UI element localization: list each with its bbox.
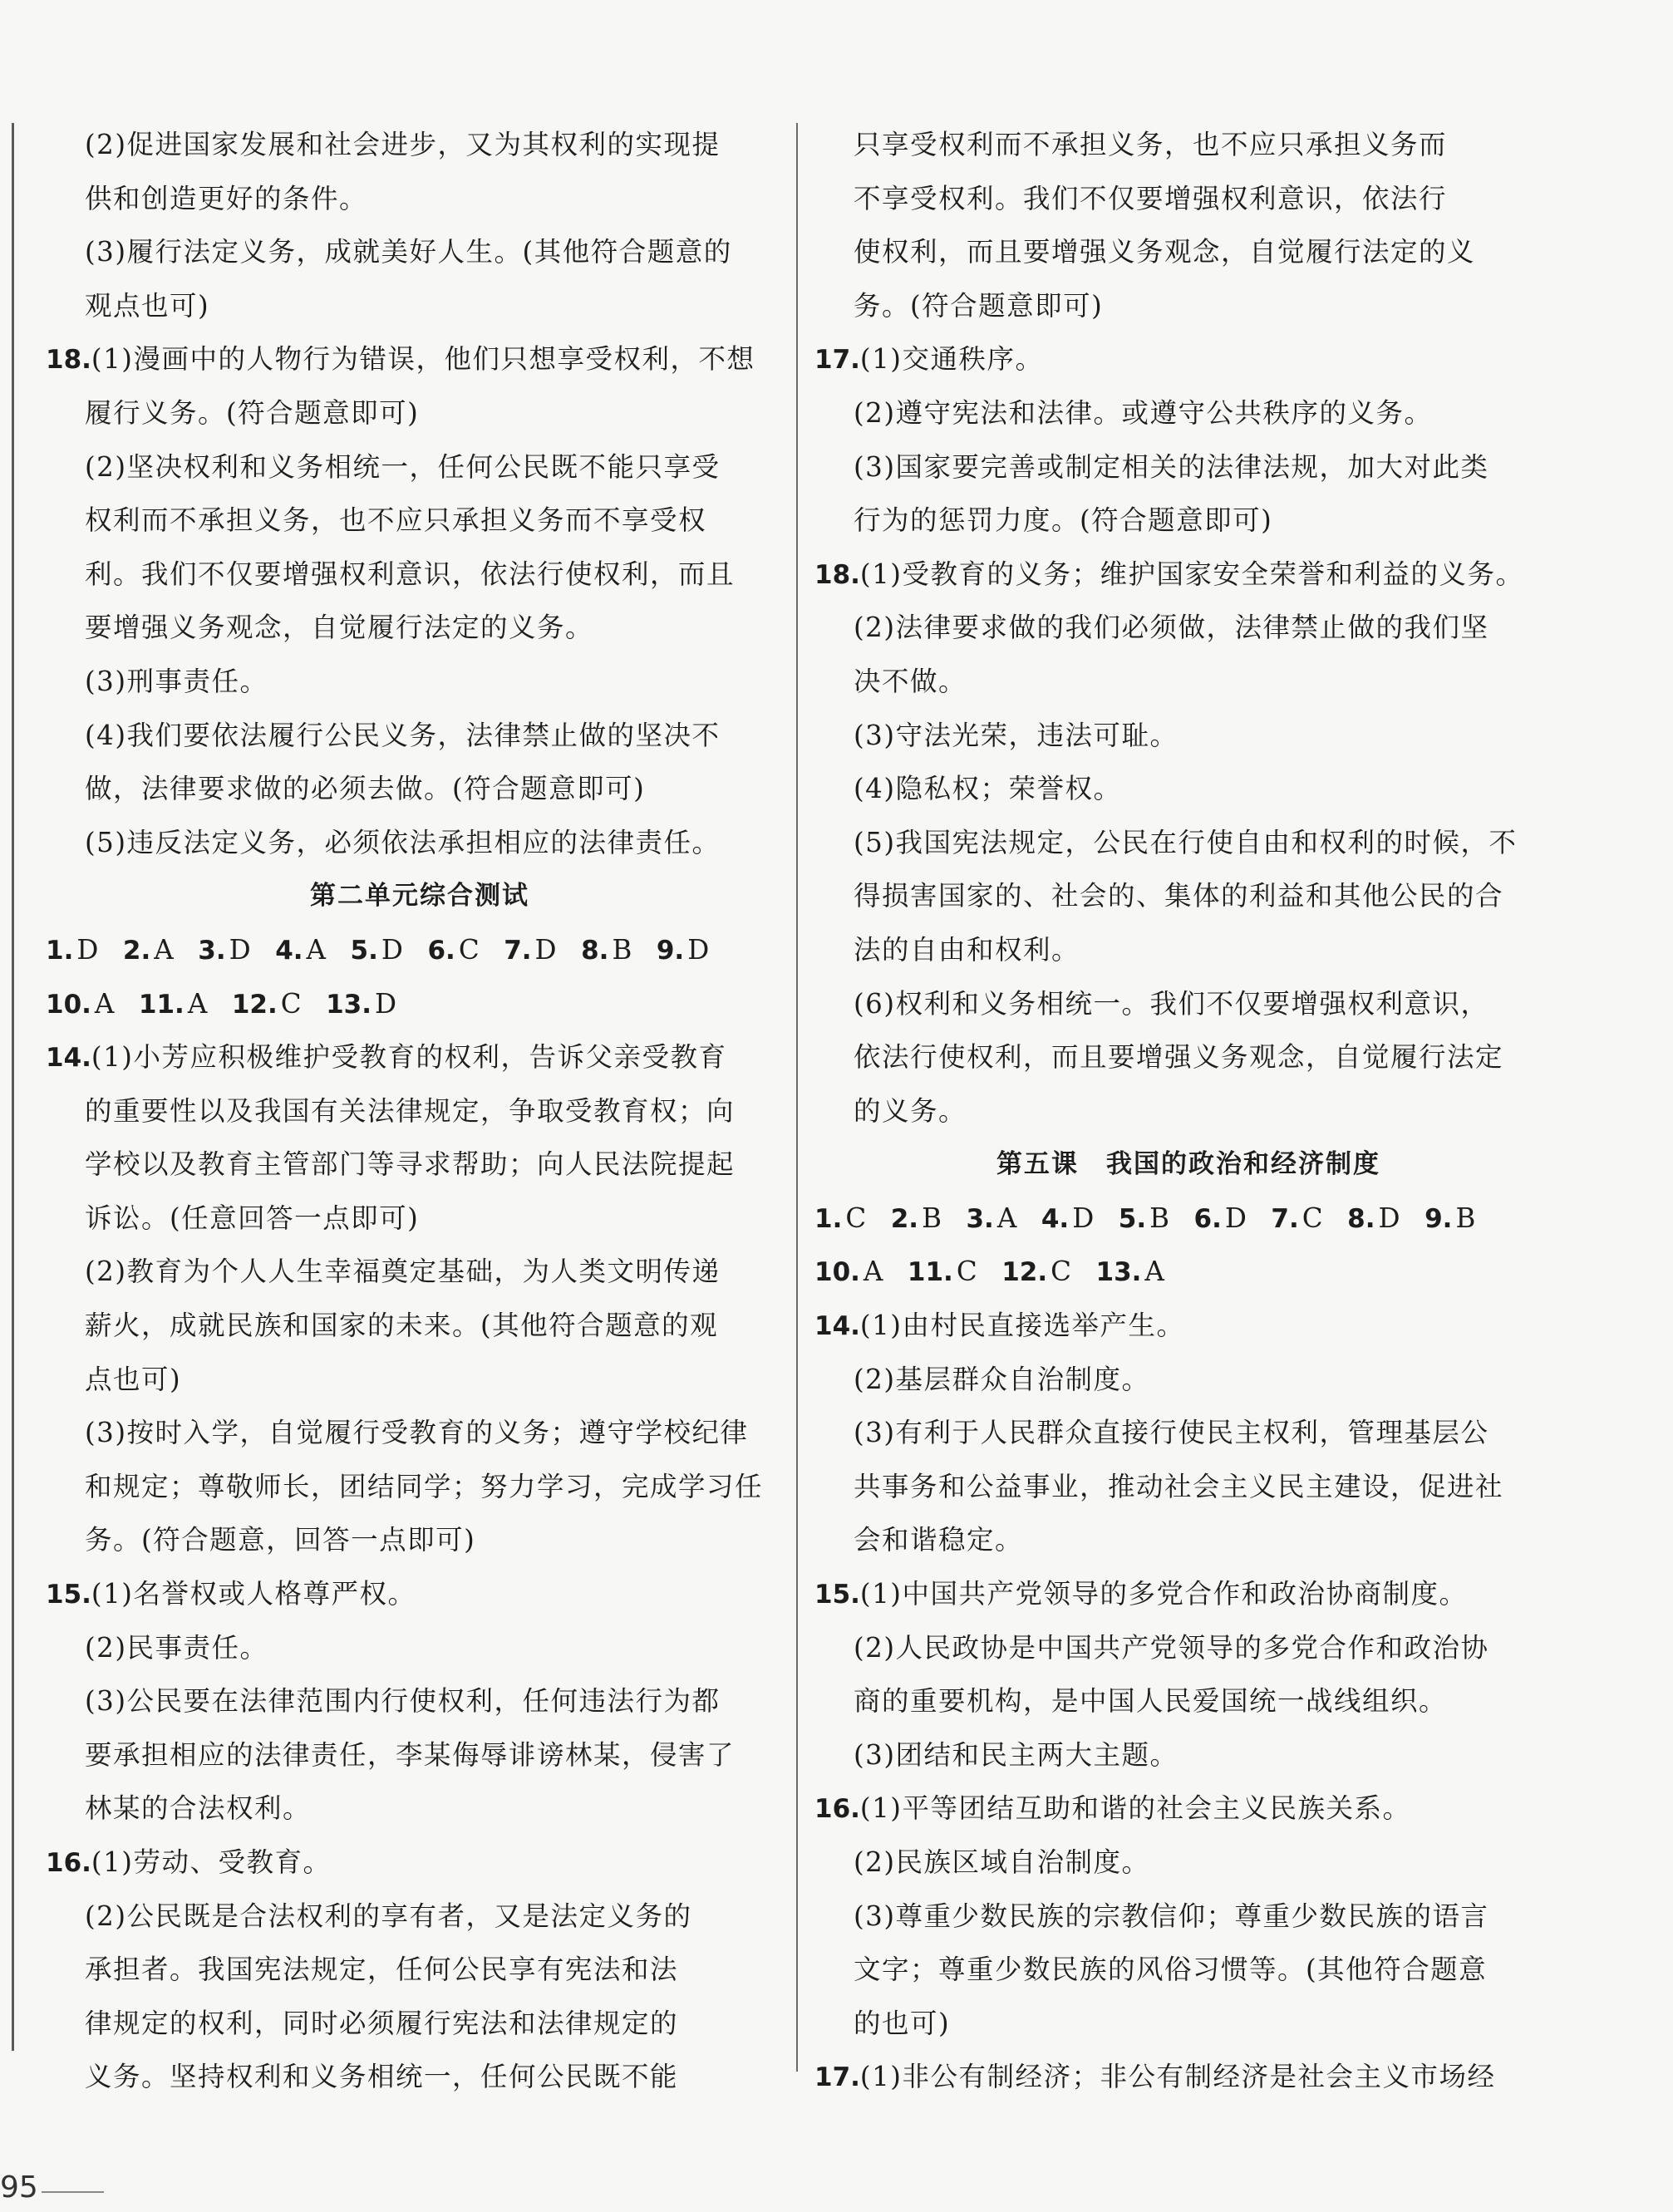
text-line (814, 172, 1562, 226)
line-text: 利。我们不仅要增强权利意识，依法行使权利，而且 (85, 558, 736, 590)
line-text: 共事务和公益事业，推动社会主义民主建设，促进社 (854, 1470, 1504, 1502)
line-text: (2)公民既是合法权利的享有者，又是法定义务的 (85, 1900, 692, 1932)
answer-choice: D (381, 933, 405, 966)
answer-choice: D (687, 933, 711, 966)
line-text: 只享受权利而不承担义务，也不应只承担义务而 (854, 129, 1448, 160)
line-text: (2)遵守宪法和法律。或遵守公共秩序的义务。 (854, 396, 1433, 429)
line-text: (2)民事责任。 (85, 1631, 268, 1664)
answer-choice: C (1051, 1256, 1073, 1288)
line-text: 文字；尊重少数民族的风俗习惯等。(其他符合题意 (854, 1954, 1488, 1986)
text-line (46, 440, 794, 494)
column-divider (796, 123, 798, 2072)
text-line (46, 1353, 794, 1407)
line-text: (3)有利于人民群众直接行使民主权利，管理基层公 (854, 1417, 1489, 1449)
line-text: 林某的合法权利。 (85, 1792, 312, 1825)
line-text: 和规定；尊敬师长，团结同学；努力学习，完成学习任 (85, 1470, 764, 1502)
question-number: 14. (46, 1043, 91, 1074)
answer-choice: D (76, 933, 100, 966)
line-text: 不享受权利。我们不仅要增强权利意识，依法行 (854, 182, 1448, 214)
text-line (814, 1674, 1562, 1728)
answer-choice: A (94, 987, 116, 1020)
text-line (814, 923, 1562, 977)
line-text: (1)漫画中的人物行为错误，他们只想享受权利，不想 (91, 343, 755, 376)
text-line (46, 1299, 794, 1353)
text-line (46, 1406, 794, 1460)
section-heading (46, 869, 794, 923)
line-text: 观点也可) (85, 289, 210, 322)
question-item (46, 1030, 794, 1084)
page-number: 95 (0, 2170, 38, 2205)
text-line (46, 2050, 794, 2104)
text-line (46, 1674, 794, 1728)
question-item (814, 548, 1562, 602)
line-text: 履行义务。(符合题意即可) (85, 396, 420, 429)
answer-number: 6. (427, 935, 455, 966)
answer-number: 13. (326, 989, 372, 1020)
text-line (814, 977, 1562, 1031)
line-text: (1)劳动、受教育。 (91, 1846, 332, 1878)
text-line (814, 816, 1562, 870)
text-line (814, 1030, 1562, 1084)
answer-choice: A (996, 1202, 1018, 1234)
line-text: (2)民族区域自治制度。 (854, 1846, 1150, 1878)
question-number: 15. (814, 1580, 860, 1610)
line-text: (1)交通秩序。 (859, 343, 1044, 376)
answer-number: 5. (350, 935, 378, 966)
line-text: (3)刑事责任。 (85, 665, 268, 697)
answer-number: 4. (1041, 1203, 1070, 1234)
line-text: (3)履行法定义务，成就美好人生。(其他符合题意的 (85, 236, 732, 268)
line-text: 行为的惩罚力度。(符合题意即可) (854, 504, 1273, 537)
question-number: 17. (814, 2062, 860, 2093)
text-line (46, 1138, 794, 1192)
line-text: (4)隐私权；荣誉权。 (854, 773, 1122, 805)
text-line (814, 386, 1562, 440)
answer-choice: C (845, 1202, 868, 1234)
answer-choice: D (229, 933, 253, 966)
line-text: 权利而不承担义务，也不应只承担义务而不享受权 (85, 504, 707, 537)
question-item (814, 332, 1562, 386)
line-text: (1)小芳应积极维护受教育的权利，告诉父亲受教育 (91, 1041, 727, 1074)
line-text: (3)国家要完善或制定相关的法律法规，加大对此类 (854, 450, 1489, 483)
text-line (46, 386, 794, 440)
answer-number: 9. (1425, 1203, 1453, 1234)
answer-choice: A (306, 933, 327, 966)
answer-choice: B (1149, 1202, 1171, 1234)
text-line (46, 279, 794, 333)
question-item (46, 1836, 794, 1890)
answer-choice: D (534, 933, 558, 966)
answer-row (814, 1192, 1562, 1246)
answer-number: 6. (1193, 1203, 1222, 1234)
line-text: (3)按时入学，自觉履行受教育的义务；遵守学校纪律 (85, 1417, 749, 1449)
text-line (46, 762, 794, 816)
text-line (814, 1353, 1562, 1407)
answer-number: 11. (138, 989, 185, 1020)
line-text: 做，法律要求做的必须去做。(符合题意即可) (85, 773, 646, 805)
question-number: 15. (46, 1580, 91, 1610)
question-number: 17. (814, 345, 860, 376)
answer-number: 1. (814, 1203, 843, 1234)
line-text: (2)基层群众自治制度。 (854, 1363, 1150, 1395)
answer-choice: D (1378, 1202, 1402, 1234)
text-line (46, 1890, 794, 1944)
line-text: 要增强义务观念，自觉履行法定的义务。 (85, 612, 594, 644)
left-column (46, 118, 794, 2104)
answer-number: 4. (275, 935, 303, 966)
line-text: 得损害国家的、社会的、集体的利益和其他公民的合 (854, 880, 1504, 912)
answer-number: 2. (890, 1203, 919, 1234)
line-text: (3)公民要在法律范围内行使权利，任何违法行为都 (85, 1685, 721, 1718)
line-text: 务。(符合题意即可) (854, 289, 1104, 322)
answer-choice: D (375, 987, 398, 1020)
right-column (814, 118, 1562, 2104)
text-line (814, 1890, 1562, 1944)
text-line (46, 1997, 794, 2051)
answer-choice: A (187, 987, 209, 1020)
text-line (814, 1513, 1562, 1567)
heading-text: 第二单元综合测试 (310, 881, 529, 912)
line-text: (1)由村民直接选举产生。 (859, 1310, 1185, 1342)
line-text: 的义务。 (854, 1094, 967, 1127)
section-heading (814, 1138, 1562, 1192)
answer-choice: A (154, 933, 175, 966)
question-item (814, 2050, 1562, 2104)
answer-number: 3. (966, 1203, 994, 1234)
text-line (814, 1836, 1562, 1890)
text-line (46, 1621, 794, 1675)
answer-number: 2. (122, 935, 151, 966)
line-text: 决不做。 (854, 665, 967, 697)
question-item (814, 1299, 1562, 1353)
answer-row (46, 923, 794, 977)
line-text: (4)我们要依法履行公民义务，法律禁止做的坚决不 (85, 719, 721, 751)
question-item (46, 1567, 794, 1621)
text-line (46, 655, 794, 709)
line-text: (2)人民政协是中国共产党领导的多党合作和政治协 (854, 1631, 1489, 1664)
line-text: 的也可) (854, 2007, 951, 2039)
left-margin-line (12, 123, 14, 2051)
line-text: 使权利，而且要增强义务观念，自觉履行法定的义 (854, 236, 1476, 268)
answer-number: 9. (656, 935, 685, 966)
line-text: (1)平等团结互助和谐的社会主义民族关系。 (859, 1792, 1411, 1825)
line-text: (5)我国宪法规定，公民在行使自由和权利的时候，不 (854, 826, 1518, 858)
answer-choice: A (863, 1256, 884, 1288)
question-number: 18. (814, 559, 860, 590)
page-number-rule (42, 2191, 104, 2193)
answer-row (46, 977, 794, 1031)
text-line (46, 494, 794, 548)
text-line (46, 1943, 794, 1997)
line-text: (3)尊重少数民族的宗教信仰；尊重少数民族的语言 (854, 1900, 1489, 1932)
line-text: 承担者。我国宪法规定，任何公民享有宪法和法 (85, 1954, 679, 1986)
answer-number: 10. (46, 989, 91, 1020)
line-text: 务。(符合题意，回答一点即可) (85, 1524, 476, 1556)
answer-choice: B (612, 933, 633, 966)
line-text: 供和创造更好的条件。 (85, 182, 368, 214)
answer-number: 1. (46, 935, 74, 966)
text-line (46, 709, 794, 763)
text-line (46, 118, 794, 172)
answer-choice: C (1301, 1202, 1325, 1234)
line-text: 诉讼。(任意回答一点即可) (85, 1202, 420, 1234)
line-text: 薪火，成就民族和国家的未来。(其他符合题意的观 (85, 1310, 719, 1342)
text-line (814, 1460, 1562, 1514)
line-text: (2)坚决权利和义务相统一，任何公民既不能只享受 (85, 450, 721, 483)
text-line (46, 1192, 794, 1246)
line-text: (3)团结和民主两大主题。 (854, 1738, 1178, 1771)
line-text: 义务。坚持权利和义务相统一，任何公民既不能 (85, 2061, 679, 2093)
text-line (814, 1621, 1562, 1675)
line-text: (2)教育为个人人生幸福奠定基础，为人类文明传递 (85, 1256, 721, 1288)
answer-choice: B (922, 1202, 943, 1234)
text-line (814, 869, 1562, 923)
text-line (46, 1782, 794, 1836)
answer-choice: A (1144, 1256, 1166, 1288)
answer-number: 12. (231, 989, 278, 1020)
text-line (46, 1245, 794, 1299)
text-line (46, 172, 794, 226)
question-number: 14. (814, 1311, 860, 1342)
text-line (814, 440, 1562, 494)
line-text: (5)违反法定义务，必须依法承担相应的法律责任。 (85, 826, 721, 858)
answer-choice: C (280, 987, 303, 1020)
line-text: 商的重要机构，是中国人民爱国统一战线组织。 (854, 1685, 1448, 1718)
line-text: 会和谐稳定。 (854, 1524, 1024, 1556)
line-text: 法的自由和权利。 (854, 933, 1080, 966)
text-line (814, 118, 1562, 172)
line-text: (1)非公有制经济；非公有制经济是社会主义市场经 (859, 2061, 1496, 2093)
answer-number: 7. (1271, 1203, 1299, 1234)
line-text: 的重要性以及我国有关法律规定，争取受教育权；向 (85, 1094, 736, 1127)
question-item (814, 1567, 1562, 1621)
question-number: 16. (46, 1848, 91, 1878)
text-line (814, 709, 1562, 763)
line-text: (6)权利和义务相统一。我们不仅要增强权利意识， (854, 987, 1489, 1020)
answer-row (814, 1245, 1562, 1299)
text-line (46, 816, 794, 870)
line-text: (1)名誉权或人格尊严权。 (91, 1578, 416, 1610)
line-text: (2)法律要求做的我们必须做，法律禁止做的我们坚 (854, 612, 1489, 644)
text-line (46, 1460, 794, 1514)
answer-choice: B (1455, 1202, 1477, 1234)
line-text: 依法行使权利，而且要增强义务观念，自觉履行法定 (854, 1041, 1504, 1074)
answer-choice: C (956, 1256, 979, 1288)
text-line (814, 655, 1562, 709)
text-line (814, 1084, 1562, 1138)
line-text: (2)促进国家发展和社会进步，又为其权利的实现提 (85, 129, 721, 160)
line-text: 学校以及教育主管部门等寻求帮助；向人民法院提起 (85, 1148, 736, 1181)
text-line (46, 225, 794, 279)
line-text: (1)受教育的义务；维护国家安全荣誉和利益的义务。 (859, 558, 1524, 590)
text-line (814, 1406, 1562, 1460)
text-line (814, 1943, 1562, 1997)
answer-number: 12. (1001, 1257, 1048, 1288)
question-number: 16. (814, 1794, 860, 1825)
question-number: 18. (46, 345, 91, 376)
answer-number: 10. (814, 1257, 860, 1288)
answer-choice: C (458, 933, 481, 966)
line-text: 点也可) (85, 1363, 182, 1395)
line-text: 要承担相应的法律责任，李某侮辱诽谤林某，侵害了 (85, 1738, 736, 1771)
answer-choice: D (1072, 1202, 1095, 1234)
question-item (46, 332, 794, 386)
text-line (814, 601, 1562, 655)
text-line (814, 762, 1562, 816)
answer-number: 7. (504, 935, 532, 966)
text-line (814, 1728, 1562, 1782)
text-line (46, 548, 794, 602)
answer-number: 8. (1347, 1203, 1375, 1234)
heading-text: 第五课 我国的政治和经济制度 (996, 1149, 1380, 1180)
text-line (814, 279, 1562, 333)
answer-number: 13. (1095, 1257, 1142, 1288)
line-text: (3)守法光荣，违法可耻。 (854, 719, 1178, 751)
answer-number: 5. (1118, 1203, 1147, 1234)
answer-number: 11. (907, 1257, 953, 1288)
text-line (46, 1084, 794, 1138)
text-line (46, 1513, 794, 1567)
answer-number: 3. (198, 935, 226, 966)
text-line (814, 494, 1562, 548)
line-text: 律规定的权利，同时必须履行宪法和法律规定的 (85, 2007, 679, 2039)
line-text: (1)中国共产党领导的多党合作和政治协商制度。 (859, 1578, 1468, 1610)
text-line (814, 225, 1562, 279)
answer-number: 8. (581, 935, 609, 966)
question-item (814, 1782, 1562, 1836)
text-line (814, 1997, 1562, 2051)
text-line (46, 1728, 794, 1782)
answer-choice: D (1224, 1202, 1248, 1234)
text-line (46, 601, 794, 655)
